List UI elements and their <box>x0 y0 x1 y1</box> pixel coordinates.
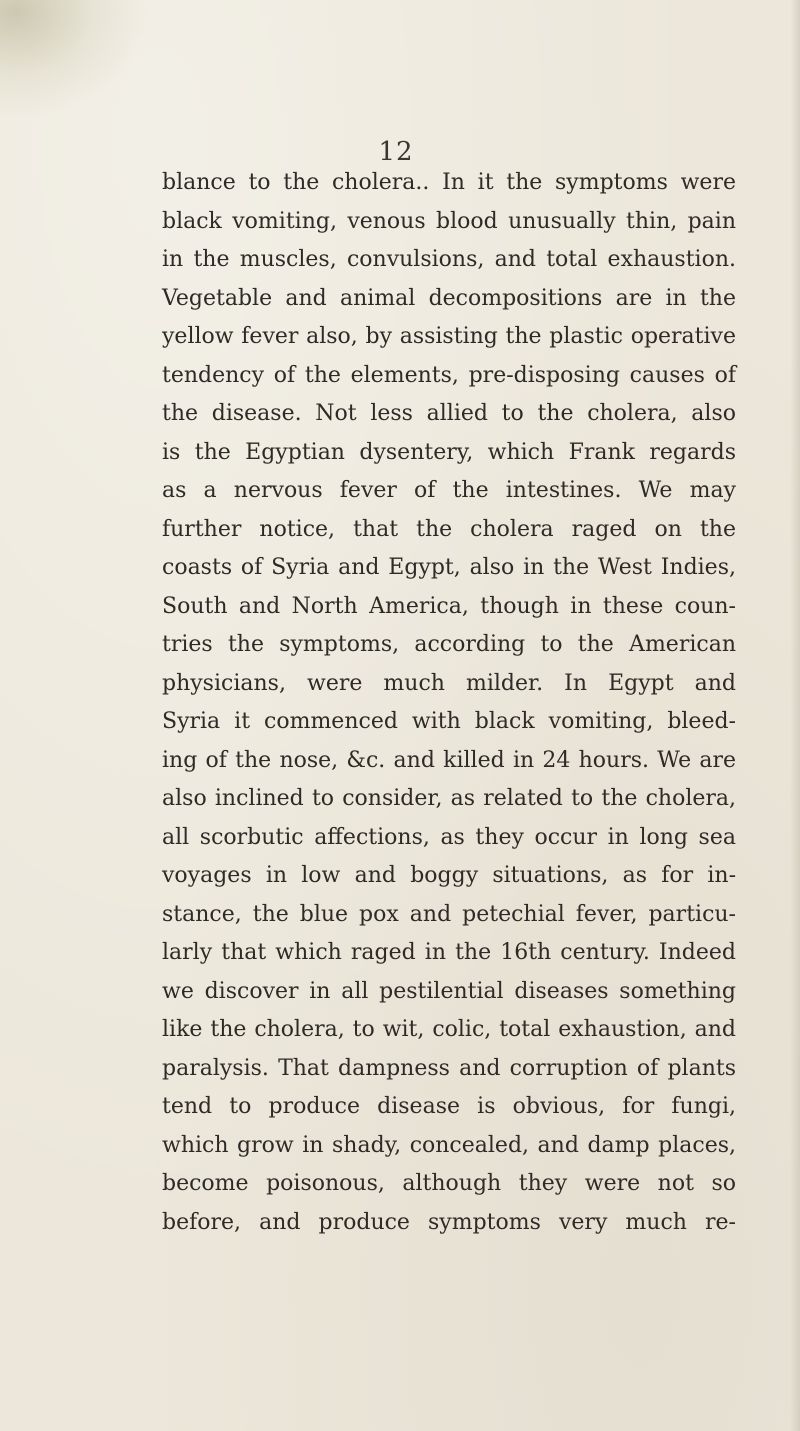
text-line: the disease. Not less allied to the cholera, also <box>162 401 736 426</box>
body-text <box>162 164 736 1242</box>
text-line: tend to produce disease is obvious, for fungi, <box>162 1094 736 1119</box>
text-line: physicians, were much milder. In Egypt and <box>162 670 736 696</box>
page-number: 12 <box>378 137 414 167</box>
text-line: tendency of the elements, pre-disposing causes of <box>162 362 736 388</box>
text-line: Vegetable and animal decompositions are in the <box>162 285 736 311</box>
text-line: yellow fever also, by assisting the plastic operative <box>162 324 736 349</box>
text-line: all scorbutic affections, as they occur in long sea <box>162 824 736 850</box>
text-line: larly that which raged in the 16th century. Indeed <box>162 940 736 965</box>
text-line: ing of the nose, &c. and killed in 24 hours. We are <box>162 747 736 773</box>
text-line: paralysis. That dampness and corruption of plants <box>162 1055 736 1081</box>
paper-stain <box>0 0 150 120</box>
text-line: also inclined to consider, as related to the cholera, <box>162 786 736 811</box>
text-line: South and North America, though in these coun- <box>162 593 736 619</box>
text-line: stance, the blue pox and petechial fever, particu- <box>162 901 736 927</box>
text-line: tries the symptoms, according to the American <box>162 632 736 657</box>
text-line: like the cholera, to wit, colic, total exhaustion, and <box>162 1017 736 1042</box>
text-line: we discover in all pestilential diseases something <box>162 978 736 1004</box>
text-line: before, and produce symptoms very much re- <box>162 1209 736 1235</box>
text-line: blance to the cholera.. In it the symptoms were <box>162 170 736 195</box>
text-line: further notice, that the cholera raged on the <box>162 516 736 542</box>
text-line: voyages in low and boggy situations, as for in- <box>162 863 736 888</box>
text-line: which grow in shady, concealed, and damp places, <box>162 1132 736 1158</box>
text-line: coasts of Syria and Egypt, also in the West Indies, <box>162 555 736 580</box>
text-line: black vomiting, venous blood unusually thin, pain <box>162 208 736 234</box>
text-line: as a nervous fever of the intestines. We may <box>162 478 736 503</box>
text-line: Syria it commenced with black vomiting, bleed- <box>162 709 736 734</box>
text-line: in the muscles, convulsions, and total exhaustion. <box>162 247 736 272</box>
text-line: is the Egyptian dysentery, which Frank regards <box>162 439 736 465</box>
page-edge <box>790 0 800 1431</box>
text-line: become poisonous, although they were not so <box>162 1171 736 1196</box>
